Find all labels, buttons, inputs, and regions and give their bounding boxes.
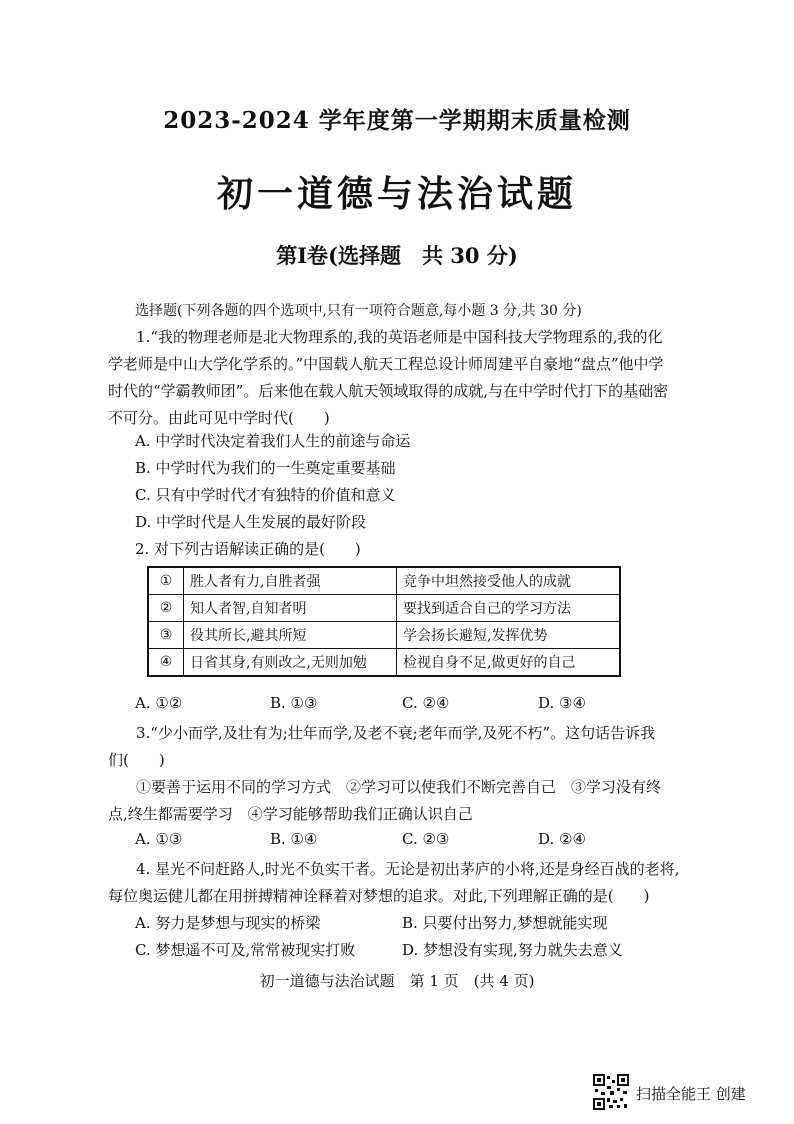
- table-row: [148, 595, 620, 622]
- section-subtitle: 第Ⅰ卷(选择题 共 30 分): [276, 243, 518, 268]
- table-row: [148, 649, 620, 677]
- table-cell-num: ③: [148, 622, 184, 649]
- question-4-line: 4. 星光不问赶路人,时光不负实干者。无论是初出茅庐的小将,还是身经百战的老将,: [136, 860, 680, 878]
- question-1-option-c: C. 只有中学时代才有独特的价值和意义: [135, 486, 396, 504]
- table-cell-reading: 学会扬长避短,发挥优势: [397, 622, 621, 649]
- question-3-line: ①要善于运用不同的学习方式 ②学习可以使我们不断完善自己 ③学习没有终: [136, 778, 662, 796]
- question-3-stem: [108, 720, 683, 828]
- question-2-table: [147, 566, 621, 677]
- question-2-option-b: B. ①③: [270, 694, 318, 712]
- table-cell-saying: 役其所长,避其所短: [184, 622, 397, 649]
- exam-header: 2023-2024 学年度第一学期期末质量检测: [163, 107, 631, 134]
- question-2-option-a: A. ①②: [135, 694, 183, 712]
- question-1-stem: [108, 324, 683, 432]
- question-3-option-a: A. ①③: [135, 830, 183, 848]
- instructions: 选择题(下列各题的四个选项中,只有一项符合题意,每小题 3 分,共 30 分): [135, 303, 582, 319]
- table-cell-saying: 知人者智,自知者明: [184, 595, 397, 622]
- question-2-option-d: D. ③④: [538, 694, 586, 712]
- qr-code-icon: [593, 1074, 629, 1110]
- table-row: [148, 567, 620, 595]
- table-cell-reading: 竞争中坦然接受他人的成就: [397, 567, 621, 595]
- table-cell-num: ①: [148, 567, 184, 595]
- question-1-line: 时代的“学霸教师团”。后来他在载人航天领域取得的成就,与在中学时代打下的基础密: [108, 382, 669, 400]
- page-footer: 初一道德与法治试题 第 1 页 (共 4 页): [259, 972, 535, 990]
- question-1-line: 不可分。由此可见中学时代( ): [108, 409, 330, 427]
- table-cell-saying: 胜人者有力,自胜者强: [184, 567, 397, 595]
- table-cell-saying: 日省其身,有则改之,无则加勉: [184, 649, 397, 677]
- scanner-watermark: 扫描全能王 创建: [636, 1085, 746, 1103]
- table-row: [148, 622, 620, 649]
- question-1-option-b: B. 中学时代为我们的一生奠定重要基础: [135, 459, 396, 477]
- question-1-option-d: D. 中学时代是人生发展的最好阶段: [135, 513, 367, 531]
- question-3-option-b: B. ①④: [270, 830, 318, 848]
- question-3-option-d: D. ②④: [538, 830, 586, 848]
- question-4-option-a: A. 努力是梦想与现实的桥梁: [135, 914, 321, 932]
- table-cell-reading: 要找到适合自己的学习方法: [397, 595, 621, 622]
- question-4-option-c: C. 梦想遥不可及,常常被现实打败: [135, 941, 356, 959]
- question-4-stem: [108, 856, 683, 910]
- table-cell-num: ②: [148, 595, 184, 622]
- table-cell-reading: 检视自身不足,做更好的自己: [397, 649, 621, 677]
- question-1-line: 1.“我的物理老师是北大物理系的,我的英语老师是中国科技大学物理系的,我的化: [136, 328, 663, 346]
- question-4-option-b: B. 只要付出努力,梦想就能实现: [402, 914, 608, 932]
- question-2-stem: 2. 对下列古语解读正确的是( ): [135, 540, 361, 558]
- page-title: 初一道德与法治试题: [216, 173, 577, 215]
- question-3-line: 点,终生都需要学习 ④学习能够帮助我们正确认识自己: [108, 805, 473, 823]
- question-4-option-d: D. 梦想没有实现,努力就失去意义: [402, 941, 623, 959]
- question-2-option-c: C. ②④: [402, 694, 450, 712]
- question-1-option-a: A. 中学时代决定着我们人生的前途与命运: [135, 432, 411, 450]
- question-3-line: 3.“少小而学,及壮有为;壮年而学,及老不衰;老年而学,及死不朽”。这句话告诉我: [136, 724, 656, 742]
- question-3-line: 们( ): [108, 751, 165, 769]
- question-1-line: 学老师是中山大学化学系的。”中国载人航天工程总设计师周建平自豪地“盘点”他中学: [108, 355, 664, 373]
- table-cell-num: ④: [148, 649, 184, 677]
- question-4-line: 每位奥运健儿都在用拼搏精神诠释着对梦想的追求。对此,下列理解正确的是( ): [108, 887, 650, 905]
- question-3-option-c: C. ②③: [402, 830, 450, 848]
